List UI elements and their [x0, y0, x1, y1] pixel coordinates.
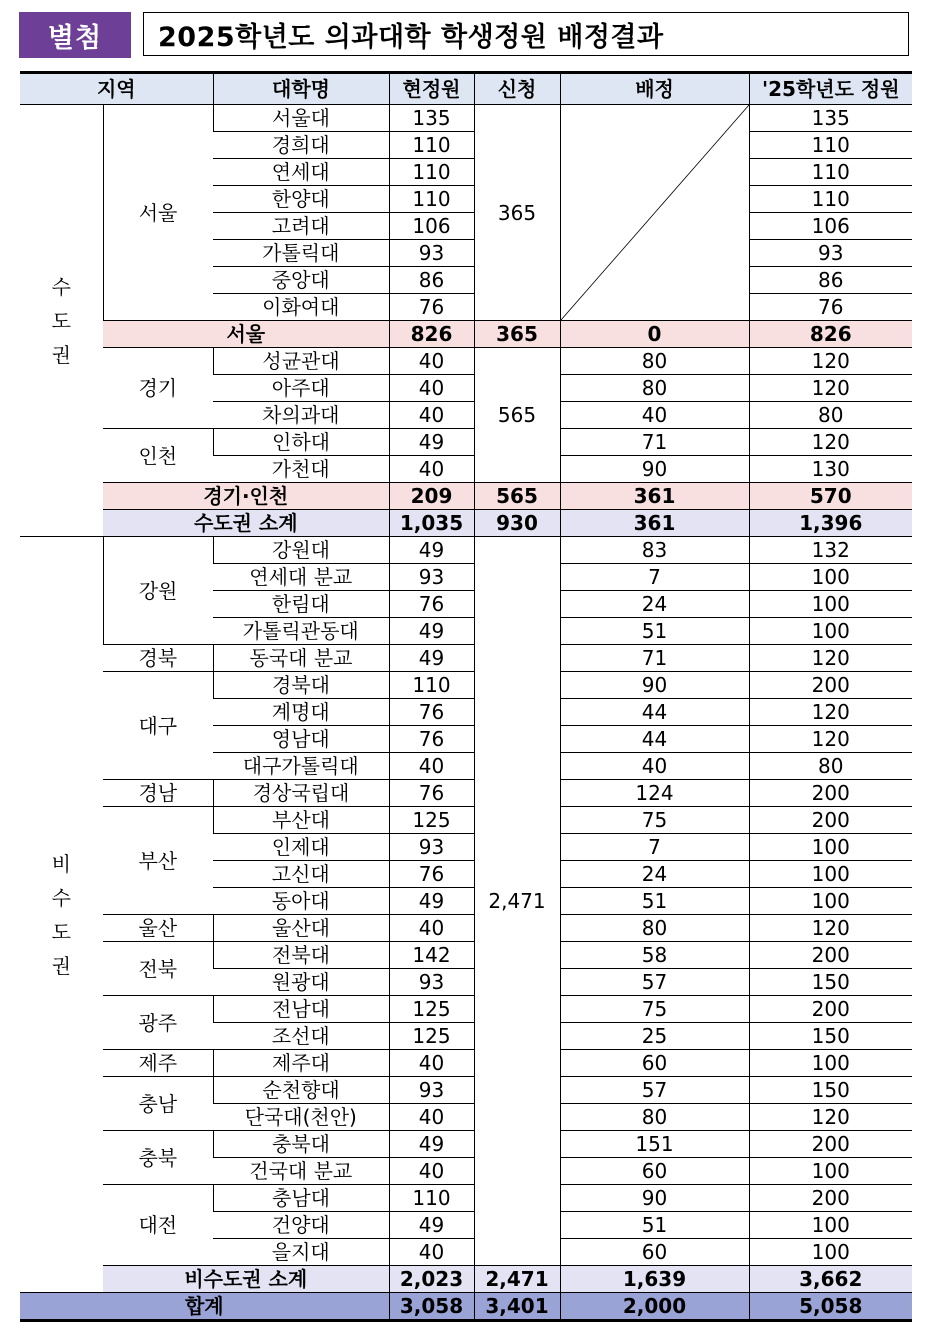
final-quota: 120 [749, 1104, 912, 1131]
current-quota: 49 [389, 888, 474, 915]
current-quota: 93 [389, 1077, 474, 1104]
allocated: 60 [560, 1239, 749, 1266]
table-row [20, 1050, 912, 1077]
final-quota: 80 [749, 753, 912, 780]
university-name: 연세대 [213, 159, 389, 186]
allocated: 71 [560, 645, 749, 672]
subtotal-allocated: 0 [560, 321, 749, 348]
current-quota: 40 [389, 1239, 474, 1266]
current-quota: 110 [389, 159, 474, 186]
university-name: 경상국립대 [213, 780, 389, 807]
final-quota: 100 [749, 888, 912, 915]
final-quota: 93 [749, 240, 912, 267]
current-quota: 110 [389, 1185, 474, 1212]
final-quota: 150 [749, 1077, 912, 1104]
final-quota: 150 [749, 1023, 912, 1050]
allocated: 80 [560, 915, 749, 942]
allocated: 25 [560, 1023, 749, 1050]
university-name: 건양대 [213, 1212, 389, 1239]
final-quota: 76 [749, 294, 912, 321]
current-quota: 125 [389, 996, 474, 1023]
subtotal-final: 570 [749, 483, 912, 510]
allocated: 90 [560, 1185, 749, 1212]
final-quota: 120 [749, 375, 912, 402]
final-quota: 86 [749, 267, 912, 294]
table-row [20, 1185, 912, 1212]
current-quota: 76 [389, 294, 474, 321]
university-name: 충남대 [213, 1185, 389, 1212]
university-name: 동국대 분교 [213, 645, 389, 672]
final-quota: 120 [749, 699, 912, 726]
diagonal-line [561, 105, 749, 320]
final-quota: 200 [749, 672, 912, 699]
final-quota: 200 [749, 996, 912, 1023]
table-row [20, 915, 912, 942]
current-quota: 49 [389, 537, 474, 564]
subtotal-current: 2,023 [389, 1266, 474, 1293]
university-name: 차의과대 [213, 402, 389, 429]
region-name: 경남 [103, 780, 213, 807]
table-row [20, 996, 912, 1023]
current-quota: 142 [389, 942, 474, 969]
university-name: 순천향대 [213, 1077, 389, 1104]
final-quota: 110 [749, 159, 912, 186]
subtotal-label: 비수도권 소계 [103, 1266, 389, 1293]
university-name: 가톨릭관동대 [213, 618, 389, 645]
total-current: 3,058 [389, 1293, 474, 1321]
current-quota: 93 [389, 969, 474, 996]
final-quota: 120 [749, 645, 912, 672]
final-quota: 200 [749, 942, 912, 969]
final-quota: 135 [749, 105, 912, 132]
university-name: 경희대 [213, 132, 389, 159]
region-name: 제주 [103, 1050, 213, 1077]
current-quota: 76 [389, 861, 474, 888]
allocated: 60 [560, 1050, 749, 1077]
university-name: 경북대 [213, 672, 389, 699]
final-quota: 120 [749, 348, 912, 375]
region-name: 전북 [103, 942, 213, 996]
current-quota: 49 [389, 429, 474, 456]
current-quota: 40 [389, 915, 474, 942]
allocated: 60 [560, 1158, 749, 1185]
subtotal-row-gyeonggi-incheon [20, 483, 912, 510]
table-row [20, 780, 912, 807]
allocated: 24 [560, 861, 749, 888]
current-quota: 40 [389, 1050, 474, 1077]
table-row [20, 807, 912, 834]
final-quota: 200 [749, 807, 912, 834]
current-quota: 40 [389, 402, 474, 429]
header-region: 지역 [20, 73, 213, 105]
current-quota: 93 [389, 834, 474, 861]
current-quota: 40 [389, 456, 474, 483]
region-name: 충남 [103, 1077, 213, 1131]
university-name: 제주대 [213, 1050, 389, 1077]
allocated: 24 [560, 591, 749, 618]
university-name: 한양대 [213, 186, 389, 213]
total-allocated: 2,000 [560, 1293, 749, 1321]
university-name: 이화여대 [213, 294, 389, 321]
final-quota: 100 [749, 1050, 912, 1077]
region-name: 부산 [103, 807, 213, 915]
allocated: 40 [560, 753, 749, 780]
table-row [20, 672, 912, 699]
final-quota: 200 [749, 780, 912, 807]
current-quota: 40 [389, 348, 474, 375]
current-quota: 135 [389, 105, 474, 132]
table-row [20, 429, 912, 456]
current-quota: 40 [389, 753, 474, 780]
final-quota: 120 [749, 429, 912, 456]
final-quota: 80 [749, 402, 912, 429]
allocated: 7 [560, 834, 749, 861]
allocated: 151 [560, 1131, 749, 1158]
region-name: 강원 [103, 537, 213, 645]
current-quota: 106 [389, 213, 474, 240]
allocated: 75 [560, 996, 749, 1023]
current-quota: 76 [389, 591, 474, 618]
subtotal-applied: 365 [474, 321, 560, 348]
subtotal-final: 3,662 [749, 1266, 912, 1293]
final-quota: 110 [749, 186, 912, 213]
current-quota: 93 [389, 564, 474, 591]
university-name: 동아대 [213, 888, 389, 915]
final-quota: 150 [749, 969, 912, 996]
subtotal-applied: 2,471 [474, 1266, 560, 1293]
final-quota: 100 [749, 591, 912, 618]
university-name: 단국대(천안) [213, 1104, 389, 1131]
subtotal-allocated: 361 [560, 510, 749, 537]
final-quota: 100 [749, 1158, 912, 1185]
university-name: 서울대 [213, 105, 389, 132]
current-quota: 76 [389, 726, 474, 753]
final-quota: 106 [749, 213, 912, 240]
table-row [20, 537, 912, 564]
attachment-badge: 별첨 [19, 12, 131, 58]
subtotal-allocated: 361 [560, 483, 749, 510]
university-name: 충북대 [213, 1131, 389, 1158]
university-name: 한림대 [213, 591, 389, 618]
table-row [20, 1077, 912, 1104]
university-name: 아주대 [213, 375, 389, 402]
grand-total-row [20, 1293, 912, 1321]
header-applied: 신청 [474, 73, 560, 105]
current-quota: 110 [389, 672, 474, 699]
subtotal-label: 서울 [103, 321, 389, 348]
subtotal-applied: 930 [474, 510, 560, 537]
allocated: 80 [560, 1104, 749, 1131]
final-quota: 200 [749, 1185, 912, 1212]
applied-non-capital: 2,471 [474, 537, 560, 1266]
university-name: 전북대 [213, 942, 389, 969]
university-name: 을지대 [213, 1239, 389, 1266]
university-name: 성균관대 [213, 348, 389, 375]
final-quota: 100 [749, 618, 912, 645]
allocated: 51 [560, 618, 749, 645]
current-quota: 125 [389, 807, 474, 834]
university-name: 부산대 [213, 807, 389, 834]
header-allocated: 배정 [560, 73, 749, 105]
subtotal-label: 경기·인천 [103, 483, 389, 510]
university-name: 고려대 [213, 213, 389, 240]
allocated: 124 [560, 780, 749, 807]
subtotal-current: 1,035 [389, 510, 474, 537]
university-name: 가톨릭대 [213, 240, 389, 267]
university-name: 연세대 분교 [213, 564, 389, 591]
subtotal-row-non-capital [20, 1266, 912, 1293]
university-name: 계명대 [213, 699, 389, 726]
allocated: 7 [560, 564, 749, 591]
region-name: 충북 [103, 1131, 213, 1185]
allocation-none-diagonal [560, 105, 749, 321]
current-quota: 49 [389, 618, 474, 645]
region-name: 경북 [103, 645, 213, 672]
allocated: 40 [560, 402, 749, 429]
current-quota: 76 [389, 699, 474, 726]
university-name: 인하대 [213, 429, 389, 456]
allocated: 57 [560, 969, 749, 996]
subtotal-current: 826 [389, 321, 474, 348]
current-quota: 110 [389, 132, 474, 159]
subtotal-row-seoul [20, 321, 912, 348]
applied-gyeonggi-incheon: 565 [474, 348, 560, 483]
final-quota: 130 [749, 456, 912, 483]
university-name: 고신대 [213, 861, 389, 888]
allocated: 71 [560, 429, 749, 456]
region-name: 광주 [103, 996, 213, 1050]
region-gyeonggi: 경기 [103, 348, 213, 429]
total-final: 5,058 [749, 1293, 912, 1321]
current-quota: 125 [389, 1023, 474, 1050]
region-seoul: 서울 [103, 105, 213, 321]
header-final-quota: '25학년도 정원 [749, 73, 912, 105]
final-quota: 120 [749, 915, 912, 942]
allocated: 44 [560, 699, 749, 726]
table-row [20, 645, 912, 672]
allocated: 90 [560, 672, 749, 699]
university-name: 가천대 [213, 456, 389, 483]
current-quota: 40 [389, 375, 474, 402]
current-quota: 40 [389, 1104, 474, 1131]
university-name: 전남대 [213, 996, 389, 1023]
allocated: 80 [560, 375, 749, 402]
subtotal-allocated: 1,639 [560, 1266, 749, 1293]
final-quota: 100 [749, 1239, 912, 1266]
capital-area-label: 수 도 권 [20, 105, 103, 537]
current-quota: 40 [389, 1158, 474, 1185]
allocated: 75 [560, 807, 749, 834]
university-name: 조선대 [213, 1023, 389, 1050]
table-row [20, 348, 912, 375]
final-quota: 200 [749, 1131, 912, 1158]
non-capital-area-label: 비 수 도 권 [20, 537, 103, 1293]
final-quota: 110 [749, 132, 912, 159]
applied-seoul: 365 [474, 105, 560, 321]
current-quota: 110 [389, 186, 474, 213]
region-name: 울산 [103, 915, 213, 942]
university-name: 울산대 [213, 915, 389, 942]
university-name: 강원대 [213, 537, 389, 564]
current-quota: 76 [389, 780, 474, 807]
table-row [20, 942, 912, 969]
final-quota: 100 [749, 564, 912, 591]
total-label: 합계 [20, 1293, 389, 1321]
university-name: 대구가톨릭대 [213, 753, 389, 780]
header-row [20, 73, 912, 105]
final-quota: 132 [749, 537, 912, 564]
university-name: 원광대 [213, 969, 389, 996]
allocated: 51 [560, 888, 749, 915]
region-name: 대전 [103, 1185, 213, 1266]
subtotal-row-capital [20, 510, 912, 537]
final-quota: 120 [749, 726, 912, 753]
allocated: 58 [560, 942, 749, 969]
university-name: 영남대 [213, 726, 389, 753]
subtotal-final: 1,396 [749, 510, 912, 537]
current-quota: 49 [389, 1131, 474, 1158]
subtotal-label: 수도권 소계 [103, 510, 389, 537]
allocated: 44 [560, 726, 749, 753]
final-quota: 100 [749, 861, 912, 888]
allocated: 57 [560, 1077, 749, 1104]
allocated: 83 [560, 537, 749, 564]
final-quota: 100 [749, 834, 912, 861]
current-quota: 49 [389, 1212, 474, 1239]
allocated: 51 [560, 1212, 749, 1239]
allocation-table [20, 71, 912, 1322]
region-incheon: 인천 [103, 429, 213, 483]
university-name: 건국대 분교 [213, 1158, 389, 1185]
current-quota: 49 [389, 645, 474, 672]
subtotal-applied: 565 [474, 483, 560, 510]
page-title: 2025학년도 의과대학 학생정원 배정결과 [143, 12, 909, 56]
table-row [20, 1131, 912, 1158]
total-applied: 3,401 [474, 1293, 560, 1321]
header-current: 현정원 [389, 73, 474, 105]
subtotal-current: 209 [389, 483, 474, 510]
final-quota: 100 [749, 1212, 912, 1239]
university-name: 인제대 [213, 834, 389, 861]
current-quota: 86 [389, 267, 474, 294]
current-quota: 93 [389, 240, 474, 267]
table-row [20, 105, 912, 132]
allocated: 90 [560, 456, 749, 483]
region-name: 대구 [103, 672, 213, 780]
subtotal-final: 826 [749, 321, 912, 348]
allocated: 80 [560, 348, 749, 375]
university-name: 중앙대 [213, 267, 389, 294]
header-university: 대학명 [213, 73, 389, 105]
